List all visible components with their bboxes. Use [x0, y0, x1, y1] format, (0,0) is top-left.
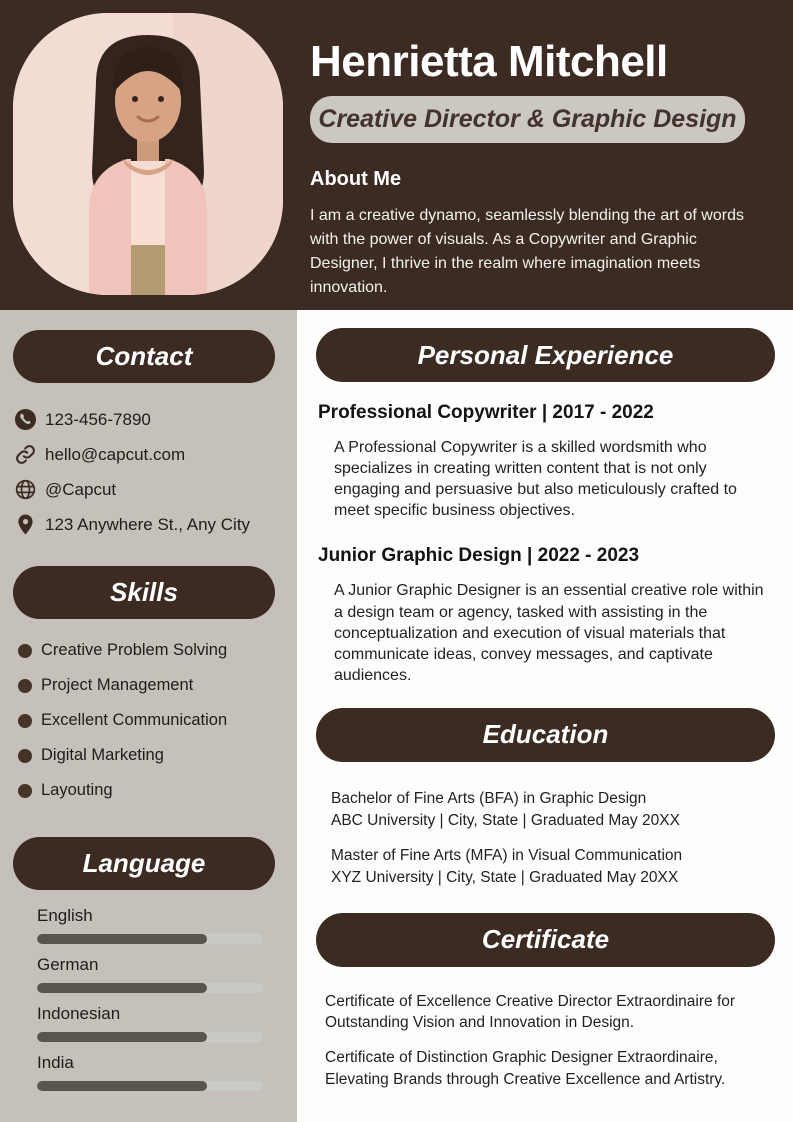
phone-icon	[14, 408, 37, 431]
language-list	[0, 906, 297, 1091]
sidebar	[0, 310, 297, 1122]
skill-item: Excellent Communication	[18, 703, 297, 738]
profile-photo-illustration	[13, 13, 283, 295]
experience-title: Junior Graphic Design | 2022 - 2023	[318, 545, 640, 567]
contact-row-address	[14, 507, 297, 542]
language-item: English	[37, 906, 263, 944]
education-degree: Bachelor of Fine Arts (BFA) in Graphic Design	[331, 789, 647, 807]
education-item	[331, 845, 775, 888]
contact-section-heading: Contact	[13, 330, 275, 383]
education-school: ABC University | City, State | Graduated May 20XX	[331, 811, 680, 829]
about-me-text: I am a creative dynamo, seamlessly blending the art of words with the power of visuals. As a Copywriter and Graphic Designer, I thrive in the realm where imagination meets innovation.	[310, 207, 744, 297]
education-degree: Master of Fine Arts (MFA) in Visual Communication	[331, 847, 683, 865]
experience-section-heading: Personal Experience	[316, 328, 775, 382]
skill-item: Digital Marketing	[18, 738, 297, 773]
language-item: India	[37, 1053, 263, 1091]
language-item: German	[37, 955, 263, 993]
contact-phone-value: 123-456-7890	[45, 409, 151, 429]
contact-row-website	[14, 472, 297, 507]
contact-list	[0, 402, 297, 542]
about-me-heading: About Me	[310, 168, 402, 191]
education-school: XYZ University | City, State | Graduated May 20XX	[331, 869, 679, 887]
language-progress-track	[37, 1081, 263, 1091]
experience-description: A Junior Graphic Designer is an essential creative role within a design team or agency, tasked with assisting in the conceptualization and execution of visual materials that communicate ideas, convey messages, and captivate audiences.	[334, 582, 764, 684]
language-item: Indonesian	[37, 1004, 263, 1042]
language-progress-fill	[37, 1032, 207, 1042]
contact-email-value: hello@capcut.com	[45, 444, 186, 464]
job-title-pill: Creative Director & Graphic Design	[310, 96, 745, 143]
language-progress-fill	[37, 934, 207, 944]
language-progress-fill	[37, 983, 207, 993]
profile-photo	[13, 13, 283, 295]
bullet-icon	[18, 679, 32, 693]
contact-address-value: 123 Anywhere St., Any City	[45, 514, 251, 534]
location-icon	[14, 513, 37, 536]
language-progress-track	[37, 1032, 263, 1042]
language-section-heading: Language	[13, 837, 275, 890]
globe-icon	[14, 478, 37, 501]
language-progress-fill	[37, 1081, 207, 1091]
contact-row-email	[14, 437, 297, 472]
bullet-icon	[18, 784, 32, 798]
skills-section-heading: Skills	[13, 566, 275, 619]
contact-handle-value: @Capcut	[45, 479, 117, 499]
skill-item: Project Management	[18, 668, 297, 703]
certificate-section-heading: Certificate	[316, 913, 775, 967]
skill-item: Layouting	[18, 773, 297, 808]
education-section-heading: Education	[316, 708, 775, 762]
skill-item: Creative Problem Solving	[18, 633, 297, 668]
skills-list	[0, 633, 297, 808]
contact-row-phone	[14, 402, 297, 437]
language-progress-track	[37, 983, 263, 993]
bullet-icon	[18, 749, 32, 763]
education-item	[331, 788, 775, 831]
experience-title: Professional Copywriter | 2017 - 2022	[318, 402, 654, 423]
main-column	[297, 310, 793, 1122]
header-band	[0, 0, 793, 310]
person-name: Henrietta Mitchell	[310, 37, 668, 86]
certificate-item: Certificate of Excellence Creative Director Extraordinaire for Outstanding Vision and Innovation in Design.	[325, 992, 736, 1032]
certificate-item: Certificate of Distinction Graphic Designer Extraordinaire, Elevating Brands through Creative Excellence and Artistry.	[325, 1049, 726, 1088]
language-progress-track	[37, 934, 263, 944]
bullet-icon	[18, 644, 32, 658]
link-icon	[14, 443, 37, 466]
experience-description: A Professional Copywriter is a skilled wordsmith who specializes in creating written content that is not only engaging and persuasive but also meticulously crafted to meet specific business objectives.	[334, 439, 737, 520]
bullet-icon	[18, 714, 32, 728]
